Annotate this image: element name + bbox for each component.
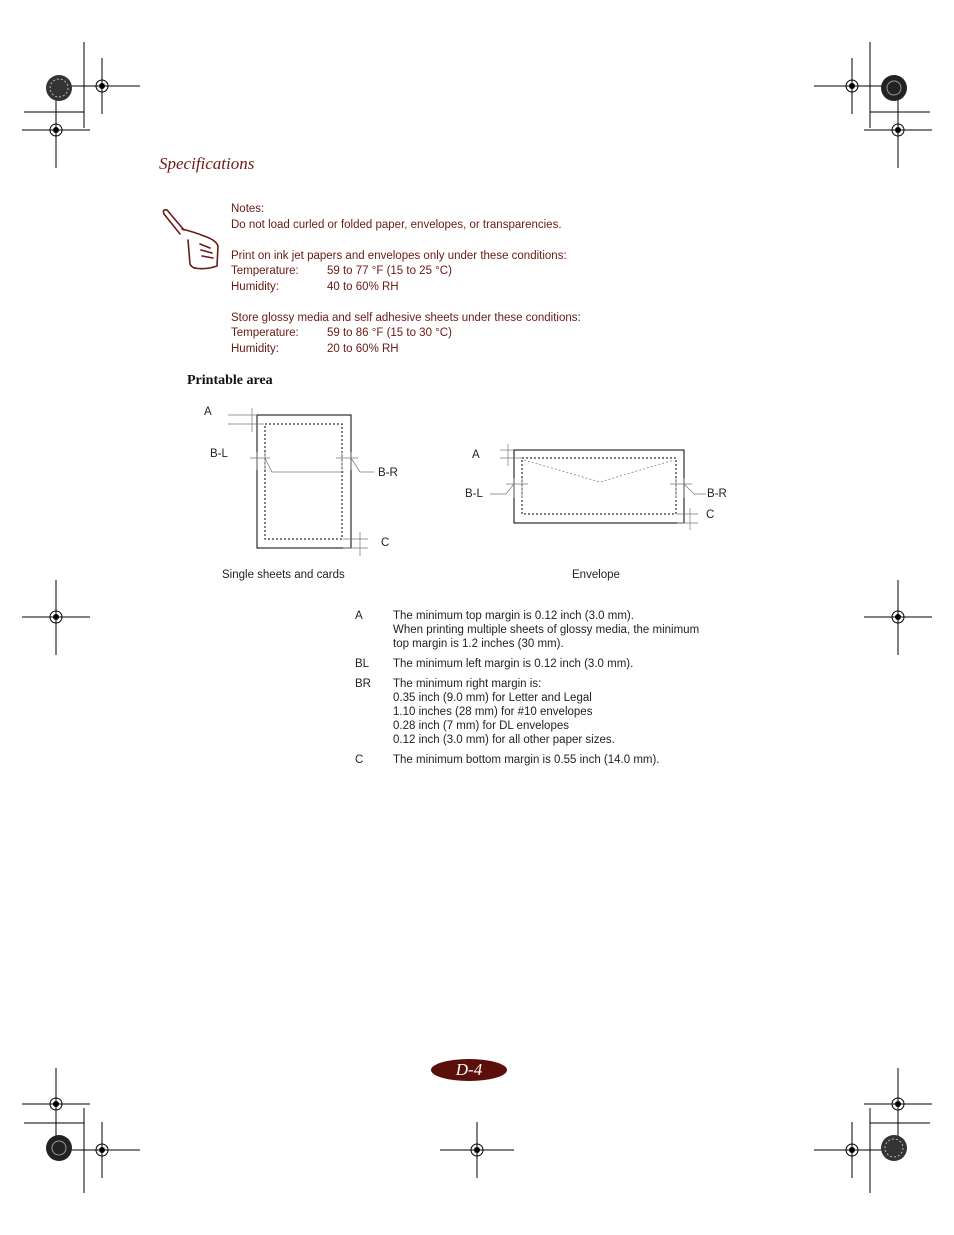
sheet-diagram xyxy=(228,408,374,556)
definition-text: The minimum bottom margin is 0.55 inch (14.0 mm). xyxy=(393,754,660,766)
inkjet-hum-label: Humidity: xyxy=(231,280,279,293)
sheet-caption: Single sheets and cards xyxy=(222,569,345,581)
sheet-label-c: C xyxy=(381,537,390,549)
definition-row-c xyxy=(355,753,755,767)
definition-key: C xyxy=(355,754,364,766)
definition-row-br xyxy=(355,677,755,747)
glossy-hum-value: 20 to 60% RH xyxy=(327,342,399,355)
glossy-temp-value: 59 to 86 °F (15 to 30 °C) xyxy=(327,327,452,339)
page-header-title: Specifications xyxy=(159,154,255,173)
envelope-label-br: B-R xyxy=(707,488,727,500)
definition-row-bl xyxy=(355,657,755,671)
glossy-temp-label: Temperature: xyxy=(231,327,299,339)
definition-key: BR xyxy=(355,678,371,690)
envelope-label-bl: B-L xyxy=(465,488,483,500)
definition-row-a xyxy=(355,609,755,651)
inkjet-intro: Print on ink jet papers and envelopes only under these conditions: xyxy=(231,249,567,262)
definition-text: 0.28 inch (7 mm) for DL envelopes xyxy=(393,720,569,732)
section-title: Printable area xyxy=(187,373,273,388)
notes-heading: Notes: xyxy=(231,203,265,215)
inkjet-hum-value: 40 to 60% RH xyxy=(327,280,399,293)
envelope-diagram xyxy=(490,444,706,530)
definition-text: The minimum left margin is 0.12 inch (3.0 mm). xyxy=(393,658,634,670)
definition-key: BL xyxy=(355,658,370,670)
definition-text: When printing multiple sheets of glossy media, the minimum xyxy=(393,624,700,636)
envelope-caption: Envelope xyxy=(572,569,620,581)
definition-text: 0.12 inch (3.0 mm) for all other paper sizes. xyxy=(393,734,615,746)
envelope-label-a: A xyxy=(472,449,480,461)
printable-area-diagram xyxy=(0,0,954,600)
definition-key: A xyxy=(355,610,363,622)
sheet-label-a: A xyxy=(204,406,212,418)
definition-text: The minimum right margin is: xyxy=(393,678,542,690)
inkjet-temp-value: 59 to 77 °F (15 to 25 °C) xyxy=(327,265,452,277)
inkjet-temp-label: Temperature: xyxy=(231,265,299,277)
page-number-badge: D-4 xyxy=(431,1059,507,1081)
sheet-label-bl: B-L xyxy=(210,448,228,460)
glossy-hum-label: Humidity: xyxy=(231,342,279,355)
definition-text: 0.35 inch (9.0 mm) for Letter and Legal xyxy=(393,692,592,704)
envelope-label-c: C xyxy=(706,509,715,521)
definition-text: top margin is 1.2 inches (30 mm). xyxy=(393,638,564,650)
sheet-label-br: B-R xyxy=(378,467,398,479)
glossy-intro: Store glossy media and self adhesive sheets under these conditions: xyxy=(231,311,581,324)
notes-line-1: Do not load curled or folded paper, envelopes, or transparencies. xyxy=(231,218,562,231)
definition-text: The minimum top margin is 0.12 inch (3.0 mm). xyxy=(393,610,634,622)
margin-definitions xyxy=(355,609,755,773)
definition-text: 1.10 inches (28 mm) for #10 envelopes xyxy=(393,706,593,718)
